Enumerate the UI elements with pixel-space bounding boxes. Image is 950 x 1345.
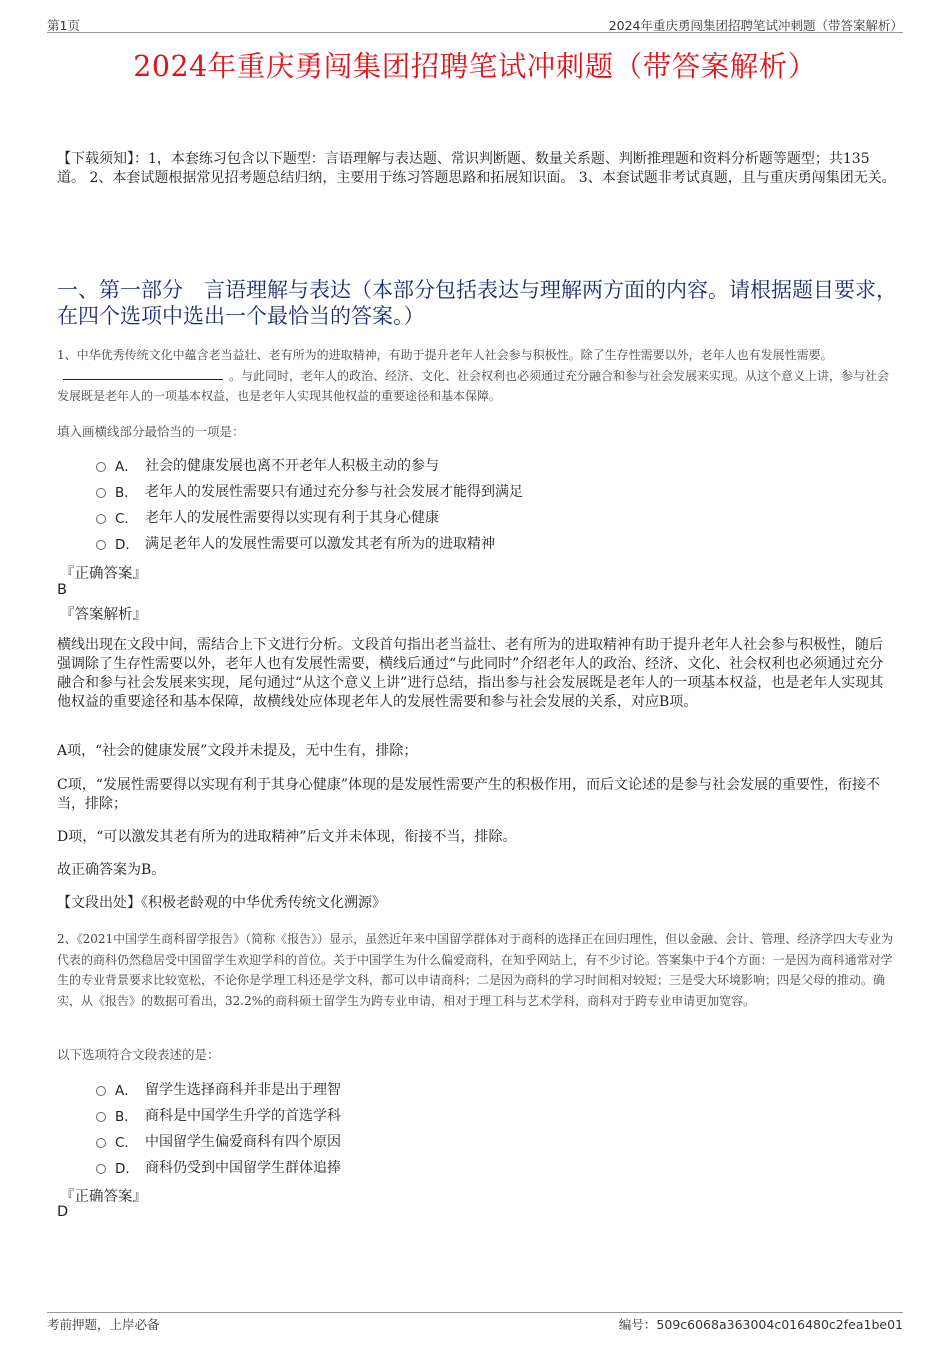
radio-icon[interactable] (96, 1164, 106, 1174)
explanation-c: C项，“发展性需要得以实现有利于其身心健康”体现的是发展性需要产生的积极作用，而后文论述的是参与社会发展的重要性，衔接不当，排除； (57, 777, 881, 812)
fill-blank (63, 367, 223, 380)
footer-code: 编号：509c6068a363004c016480c2fea1be01 (618, 1317, 903, 1332)
radio-icon[interactable] (96, 540, 106, 550)
page-number: 第1页 (47, 18, 80, 33)
page-title: 2024年重庆勇闯集团招聘笔试冲刺题（带答案解析） (133, 50, 817, 83)
download-notice: 【下载须知】：1，本套练习包含以下题型：言语理解与表达题、常识判断题、数量关系题、判断推理题和资料分析题等题型；共135道。 2、本套试题根据常见招考题总结归纳，主要用于练习答题思路和拓展知识面。 3、本套试题非考试真题，且与重庆勇闯集团无关。 (57, 151, 896, 186)
question-2-options (96, 1076, 341, 1180)
option-a[interactable]: A． 社会的健康发展也离不开老年人积极主动的参与 (96, 452, 523, 478)
conclusion: 故正确答案为B。 (57, 862, 166, 878)
option-b[interactable]: B． 老年人的发展性需要只有通过充分参与社会发展才能得到满足 (96, 478, 523, 504)
question-1-prompt: 填入画横线部分最恰当的一项是： (57, 424, 245, 439)
radio-icon[interactable] (96, 1138, 106, 1148)
answer-value: D (57, 1204, 69, 1220)
page-header (47, 14, 903, 33)
explanation-d: D项，“可以激发其老有所为的进取精神”后文并未体现，衔接不当，排除。 (57, 829, 517, 845)
page-footer (47, 1312, 903, 1333)
option-a[interactable]: A． 留学生选择商科并非是出于理智 (96, 1076, 341, 1102)
explanation-a: A项，“社会的健康发展”文段并未提及，无中生有，排除； (57, 743, 418, 759)
analysis-text: 横线出现在文段中间，需结合上下文进行分析。文段首句指出老当益壮、老有所为的进取精神有助于提升老年人社会参与积极性，随后强调除了生存性需要以外，老年人也有发展性需要，横线后通过“与此同时”介绍老年人的政治、经济、文化、社会权利也必须通过充分融合和参与社会发展来实现，尾句通过“从这个意义上讲”进行总结，指出参与社会发展既是老年人的一项基本权益，也是老年人实现其他权益的重要途径和基本保障，故横线处应体现老年人的发展性需要和参与社会发展的关系，对应B项。 (57, 637, 884, 710)
option-d[interactable]: D． 满足老年人的发展性需要可以激发其老有所为的进取精神 (96, 530, 523, 556)
option-c[interactable]: C． 老年人的发展性需要得以实现有利于其身心健康 (96, 504, 523, 530)
option-d[interactable]: D． 商科仍受到中国留学生群体追捧 (96, 1154, 341, 1180)
option-b[interactable]: B． 商科是中国学生升学的首选学科 (96, 1102, 341, 1128)
analysis-label: 『答案解析』 (60, 607, 147, 623)
radio-icon[interactable] (96, 1112, 106, 1122)
answer-label: 『正确答案』 (60, 1189, 147, 1205)
option-c[interactable]: C． 中国留学生偏爱商科有四个原因 (96, 1128, 341, 1154)
section-title: 一、第一部分 言语理解与表达（本部分包括表达与理解两方面的内容。请根据题目要求，在四个选项中选出一个最恰当的答案。） (57, 278, 897, 328)
radio-icon[interactable] (96, 514, 106, 524)
radio-icon[interactable] (96, 488, 106, 498)
question-2-text: 2、《2021中国学生商科留学报告》（简称《报告》）显示，虽然近年来中国留学群体对于商科的选择正在回归理性，但以金融、会计、管理、经济学四大专业为代表的商科仍然稳居受中国留学生欢迎学科的首位。关于中国学生为什么偏爱商科，在知乎网站上，有不少讨论。答案集中于4个方面：一是因为商科通常对学生的专业背景要求比较宽松，不论你是学理工科还是学文科，都可以申请商科；二是因为商科的学习时间相对较短；三是受大环境影响；四是父母的推动。确实，从《报告》的数据可看出，32.2%的商科硕士留学生为跨专业申请，相对于理工科与艺术学科，商科对于跨专业申请更加宽容。 (57, 932, 894, 1008)
question-1-text: 1、中华优秀传统文化中蕴含老当益壮、老有所为的进取精神，有助于提升老年人社会参与积极性。除了生存性需要以外，老年人也有发展性需要。。与此同时，老年人的政治、经济、文化、社会权利也必须通过充分融合和参与社会发展来实现。从这个意义上讲，参与社会发展既是老年人的一项基本权益，也是老年人实现其他权益的重要途径和基本保障。 (57, 348, 890, 403)
radio-icon[interactable] (96, 1086, 106, 1096)
question-2-prompt: 以下选项符合文段表述的是： (57, 1047, 220, 1062)
header-doc-title: 2024年重庆勇闯集团招聘笔试冲刺题（带答案解析） (608, 18, 903, 33)
radio-icon[interactable] (96, 462, 106, 472)
question-1-options (96, 452, 523, 556)
source: 【文段出处】《积极老龄观的中华优秀传统文化溯源》 (57, 895, 386, 911)
answer-label: 『正确答案』 (60, 566, 147, 582)
answer-value: B (57, 582, 67, 598)
footer-slogan: 考前押题，上岸必备 (47, 1317, 160, 1332)
